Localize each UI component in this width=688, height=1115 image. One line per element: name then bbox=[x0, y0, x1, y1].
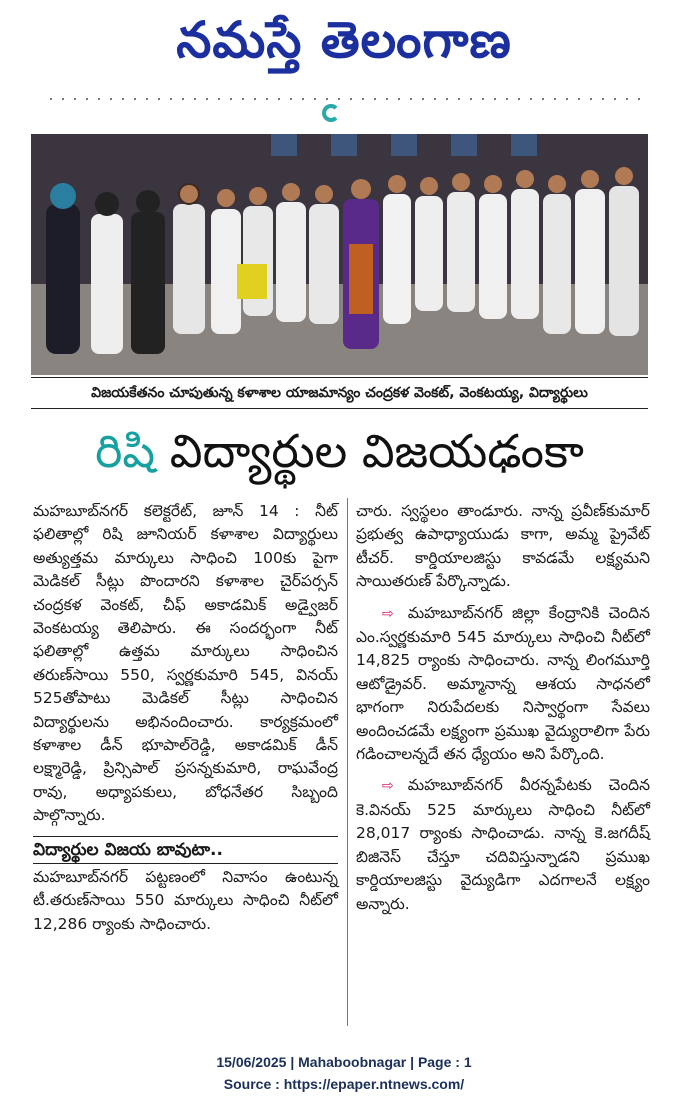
photo-caption: విజయకేతనం చూపుతున్న కళాశాల యాజమాన్యం చంద్రకళ వెంకట్, వెంకటయ్య, విద్యార్థులు bbox=[31, 377, 648, 409]
article-subheading: విద్యార్థుల విజయ బావుటా.. bbox=[33, 836, 338, 864]
article-column-right bbox=[356, 500, 650, 916]
arrow-bullet-icon: ⇨ bbox=[382, 605, 394, 622]
headline-main: విద్యార్థుల విజయఢంకా bbox=[169, 424, 584, 478]
arrow-bullet-icon: ⇨ bbox=[382, 778, 394, 795]
article-photo bbox=[31, 134, 648, 375]
masthead-divider bbox=[50, 98, 640, 100]
article-paragraph: మహబూబ్‌నగర్ కలెక్టరేట్, జూన్ 14 : నీట్ ఫలితాల్లో రిషి జూనియర్ కళాశాల విద్యార్థులు అత్యుత్తమ మార్కులు సాధించి 100కు పైగా మెడికల్ సీట్లు పొందారని కళాశాల చైర్‌పర్సన్ చంద్రకళ వెంకట్, చీఫ్ అకాడమిక్ అడ్వైజర్ వెంకటయ్య తెలిపారు. ఈ సందర్భంగా నీట్ ఫలితాల్లో ఉత్తమ మార్కులు సాధించిన తరుణ్‌సాయి 550, స్వర్ణకుమారి 545, వినయ్ 525తోపాటు మెడికల్ సీట్లు సాధించిన విద్యార్థులను అభినందించారు. కార్యక్రమంలో కళాశాల డీన్ భూపాల్‌రెడ్డి, అకాడమిక్ డీన్ లక్ష్మారెడ్డి, ప్రిన్సిపాల్ ప్రసన్నకుమారి, రాఘవేంద్ర రావు, అధ్యాపకులు, బోధనేతర సిబ్బంది పాల్గొన్నారు. bbox=[33, 502, 338, 825]
footer-source-link[interactable]: Source : https://epaper.ntnews.com/ bbox=[223, 1076, 465, 1092]
article-paragraph-item bbox=[356, 602, 650, 767]
article-headline bbox=[31, 416, 648, 486]
article-paragraph-text: మహబూబ్‌నగర్ వీరన్నపేటకు చెందిన కె.వినయ్ 525 మార్కులు సాధించి నీట్‌లో 28,017 ర్యాంకు సాధించాడు. నాన్న కె.జగదీష్ బిజినెస్ చేస్తూ చదివిస్తున్నాడని ప్రముఖ కార్డియాలజిస్టు వైద్యుడిగా ఎదగాలనే లక్ష్యం అన్నారు. bbox=[356, 776, 650, 913]
article-paragraph: మహబూబ్‌నగర్ పట్టణంలో నివాసం ఉంటున్న టీ.తరుణ్‌సాయి 550 మార్కులు సాధించి నీట్‌లో 12,286 ర్యాంకు సాధించారు. bbox=[33, 867, 338, 933]
article-paragraph-text: మహబూబ్‌నగర్ జిల్లా కేంద్రానికి చెందిన ఎం.స్వర్ణకుమారి 545 మార్కులు సాధించి నీట్‌లో 14,825 ర్యాంకు సాధించారు. నాన్న లింగమూర్తి ఆటోడ్రైవర్. అమ్మానాన్న ఆశయ సాధనలో భాగంగా నిరుపేదలకు నిస్వార్థంగా సేవలు అందించడమే లక్ష్యంగా ప్రముఖ వైద్యురాలిగా పేరు గడించాలన్నదే తన ధ్యేయం అని పేర్కొంది. bbox=[356, 603, 650, 764]
article-paragraph: చారు. స్వస్థలం తాండూరు. నాన్న ప్రవీణ్‌కుమార్ ప్రభుత్వ ఉపాధ్యాయుడు కాగా, అమ్మ ప్రైవేట్ టీచర్. కార్డియాలజిస్టు కావడమే లక్ష్యమని సాయితరుణ్ పేర్కొన్నాడు. bbox=[356, 502, 650, 591]
footer-date-edition: 15/06/2025 | Mahaboobnagar | Page : 1 bbox=[216, 1054, 472, 1070]
article-column-left bbox=[33, 500, 338, 936]
newspaper-masthead: నమస్తే తెలంగాణ bbox=[176, 10, 512, 69]
headline-accent: రిషి bbox=[95, 424, 156, 478]
column-divider bbox=[347, 498, 348, 1026]
ntnews-logo-icon bbox=[322, 104, 340, 122]
article-paragraph-item bbox=[356, 774, 650, 915]
group-photo-image bbox=[31, 134, 648, 375]
